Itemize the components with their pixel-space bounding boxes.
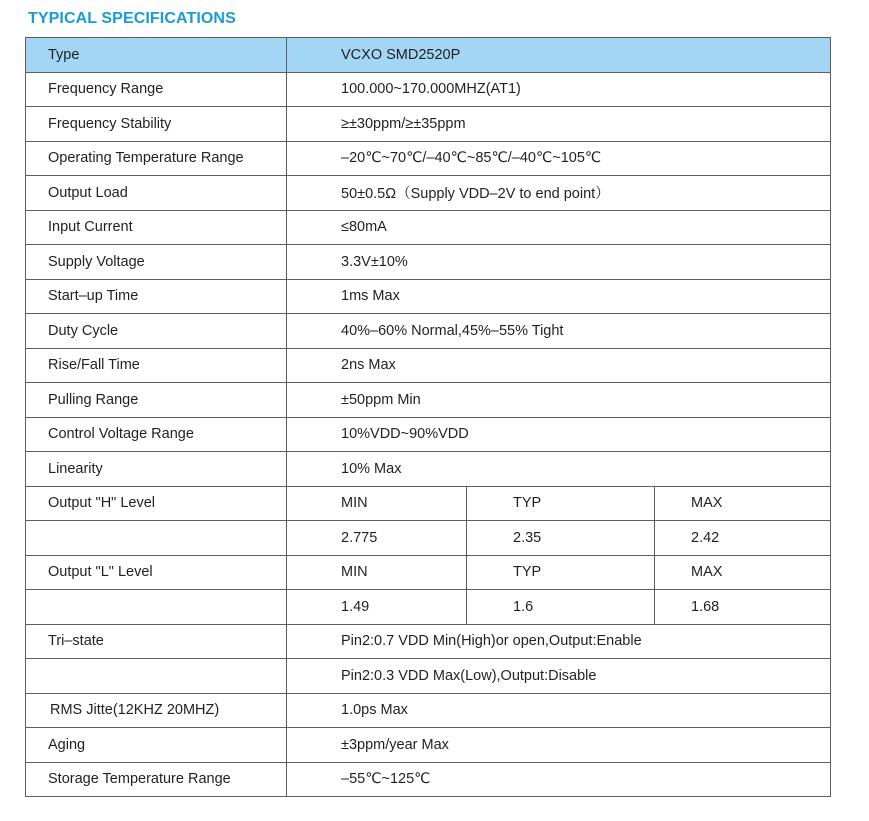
output-h-max-label: MAX xyxy=(655,486,831,521)
row-label: RMS Jitte(12KHZ 20MHZ) xyxy=(26,693,287,728)
tristate-row-1 xyxy=(26,624,831,659)
table-row xyxy=(26,279,831,314)
tristate-disable-value: Pin2:0.3 VDD Max(Low),Output:Disable xyxy=(287,659,831,694)
row-label: Start–up Time xyxy=(26,279,287,314)
output-h-typ-value: 2.35 xyxy=(467,521,655,556)
row-label: Control Voltage Range xyxy=(26,417,287,452)
table-header-row xyxy=(26,38,831,73)
row-value: ≥±30ppm/≥±35ppm xyxy=(287,107,831,142)
output-h-typ-label: TYP xyxy=(467,486,655,521)
table-row xyxy=(26,762,831,797)
output-l-values-row xyxy=(26,590,831,625)
table-row xyxy=(26,107,831,142)
header-value: VCXO SMD2520P xyxy=(287,38,831,73)
table-row xyxy=(26,383,831,418)
output-h-min-label: MIN xyxy=(287,486,467,521)
row-label: Frequency Stability xyxy=(26,107,287,142)
row-value: 2ns Max xyxy=(287,348,831,383)
tristate-row-2 xyxy=(26,659,831,694)
row-label: Pulling Range xyxy=(26,383,287,418)
empty-cell xyxy=(26,590,287,625)
row-value: 10%VDD~90%VDD xyxy=(287,417,831,452)
table-row xyxy=(26,348,831,383)
table-row xyxy=(26,176,831,211)
tristate-enable-value: Pin2:0.7 VDD Min(High)or open,Output:Enable xyxy=(287,624,831,659)
output-l-typ-label: TYP xyxy=(467,555,655,590)
row-value: 10% Max xyxy=(287,452,831,487)
row-value: 40%–60% Normal,45%–55% Tight xyxy=(287,314,831,349)
output-h-max-value: 2.42 xyxy=(655,521,831,556)
page-title: TYPICAL SPECIFICATIONS xyxy=(28,10,236,27)
empty-cell xyxy=(26,521,287,556)
output-l-min-label: MIN xyxy=(287,555,467,590)
output-h-values-row xyxy=(26,521,831,556)
row-value: –20℃~70℃/–40℃~85℃/–40℃~105℃ xyxy=(287,141,831,176)
row-value: ≤80mA xyxy=(287,210,831,245)
row-label: Duty Cycle xyxy=(26,314,287,349)
row-label: Storage Temperature Range xyxy=(26,762,287,797)
output-l-label: Output "L" Level xyxy=(26,555,287,590)
empty-cell xyxy=(26,659,287,694)
output-h-label: Output "H" Level xyxy=(26,486,287,521)
row-value: 1ms Max xyxy=(287,279,831,314)
row-label: Operating Temperature Range xyxy=(26,141,287,176)
output-l-max-label: MAX xyxy=(655,555,831,590)
output-l-header-row xyxy=(26,555,831,590)
row-value: 50±0.5Ω（Supply VDD–2V to end point） xyxy=(287,176,831,211)
output-l-min-value: 1.49 xyxy=(287,590,467,625)
table-row xyxy=(26,210,831,245)
row-value: –55℃~125℃ xyxy=(287,762,831,797)
specifications-table xyxy=(25,37,831,797)
row-label: Output Load xyxy=(26,176,287,211)
row-label: Frequency Range xyxy=(26,72,287,107)
table-row xyxy=(26,417,831,452)
output-l-max-value: 1.68 xyxy=(655,590,831,625)
row-value: ±50ppm Min xyxy=(287,383,831,418)
row-label: Input Current xyxy=(26,210,287,245)
row-label: Rise/Fall Time xyxy=(26,348,287,383)
output-h-header-row xyxy=(26,486,831,521)
table-row xyxy=(26,728,831,763)
output-l-typ-value: 1.6 xyxy=(467,590,655,625)
row-label: Linearity xyxy=(26,452,287,487)
row-value: 3.3V±10% xyxy=(287,245,831,280)
output-h-min-value: 2.775 xyxy=(287,521,467,556)
row-label: Aging xyxy=(26,728,287,763)
row-label: Supply Voltage xyxy=(26,245,287,280)
table-row xyxy=(26,141,831,176)
row-value: 1.0ps Max xyxy=(287,693,831,728)
row-value: ±3ppm/year Max xyxy=(287,728,831,763)
row-value: 100.000~170.000MHZ(AT1) xyxy=(287,72,831,107)
table-row xyxy=(26,693,831,728)
header-label: Type xyxy=(26,38,287,73)
table-row xyxy=(26,314,831,349)
table-row xyxy=(26,245,831,280)
tristate-label: Tri–state xyxy=(26,624,287,659)
table-row xyxy=(26,72,831,107)
table-row xyxy=(26,452,831,487)
